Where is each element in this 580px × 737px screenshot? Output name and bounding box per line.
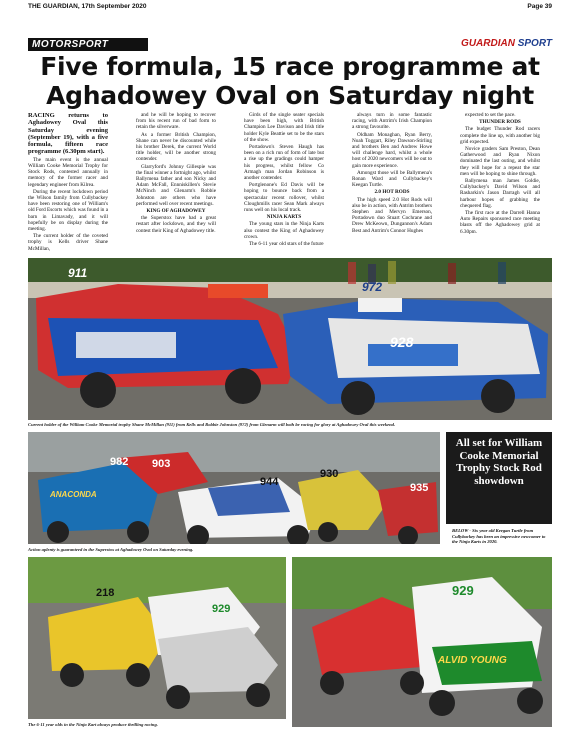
article-column bbox=[352, 112, 432, 252]
car-number-982: 982 bbox=[110, 456, 129, 468]
brand-guardian: GUARDIAN bbox=[461, 38, 515, 49]
subheading: NINJA KARTS bbox=[266, 214, 302, 221]
article-column bbox=[28, 112, 108, 252]
kart-number-218: 218 bbox=[96, 587, 115, 599]
article-column bbox=[244, 112, 324, 252]
paragraph: The current holder of the coveted trophy is Kells driver Shane McMillan, bbox=[28, 233, 108, 252]
photo-ninja-karts-right bbox=[292, 557, 552, 727]
section-label: MOTORSPORT bbox=[28, 38, 148, 51]
brand-sport: SPORT bbox=[517, 38, 552, 49]
article-column bbox=[136, 112, 216, 252]
paragraph: Novice graders Sam Preston, Dean Gatherwood and Ryan Nixon dominated the last outing, and whilst they will hope for a repeat the star men will be hoping to shine through. bbox=[460, 146, 540, 177]
sponsor-alvid-young: ALVID YOUNG bbox=[438, 655, 507, 666]
page-number: Page 39 bbox=[527, 3, 552, 10]
paragraph: expected to set the pace. bbox=[465, 112, 516, 118]
car-number-928: 928 bbox=[390, 334, 414, 350]
section-brand bbox=[420, 37, 552, 51]
paragraph: Glarryford's Johnny Gillespie was the final winner a fortnight ago, whilst Ballymena father and son Nicky and Adam McFall, Ennniskillen's Stevie McNinch and Glenarm's Robbie Johnston are others who have performed well over recent meetings. bbox=[136, 163, 216, 207]
article-body bbox=[28, 112, 552, 252]
stock-rods-illustration bbox=[28, 258, 552, 420]
caption-superstox: Action aplenty is guaranteed in the Superstox at Aghadowey Oval on Saturday evening. bbox=[28, 547, 194, 552]
article-column bbox=[460, 112, 540, 252]
paragraph: Ballymena man James Goldie, Cullybackey's David Wilson and Rasharkin's Jason Darragh will all harbour hopes of grabbing the chequered flag. bbox=[460, 178, 540, 209]
car-number-930: 930 bbox=[320, 468, 339, 480]
superstox-illustration bbox=[28, 432, 440, 544]
paragraph: the Superstox have had a great restart after lockdown, and they will contest their King of Aghadowey title. bbox=[136, 215, 216, 234]
paragraph: The budget Thunder Rod racers complete the line up, with another big grid expected. bbox=[460, 126, 540, 145]
subheading: KING OF AGHADOWEY bbox=[146, 208, 206, 215]
ninja-karts-right-illustration bbox=[292, 557, 552, 727]
photo-stock-rods bbox=[28, 258, 552, 420]
subheading: THUNDER RODS bbox=[479, 119, 521, 126]
paragraph: Girds of the single seater specials have been high, with British Champion Lee Davison and Irish title holder Kyle Beattie set to be the stars of the show. bbox=[244, 112, 324, 143]
car-number-944: 944 bbox=[260, 476, 279, 488]
kart-number-929-left: 929 bbox=[212, 603, 231, 615]
paragraph: As a former British Champion, Shane can never be discounted while his brother Derek, the current World title holder, will be another strong contender. bbox=[136, 131, 216, 163]
kart-number-929-right: 929 bbox=[452, 583, 474, 598]
feature-panel: All set for William Cooke Memorial Trophy Stock Rod showdown bbox=[446, 432, 552, 524]
photo-ninja-karts-left bbox=[28, 557, 286, 719]
ninja-karts-left-illustration bbox=[28, 557, 286, 719]
caption-stock-rods: Current holder of the William Cooke Memorial trophy Shane McMillan (911) from Kells and Robbie Johnston (972) from Glenarm will both be racing for glory at Aghadowey Oval this weekend. bbox=[28, 422, 396, 427]
car-number-903: 903 bbox=[152, 458, 171, 470]
paragraph: RACING returns to Aghadowey Oval this Saturday evening (September 19), with a five formula, fifteen race programme (6.30pm start). bbox=[28, 112, 108, 156]
paragraph: and he will be hoping to recover from his recent run of bad form to retain the silverware. bbox=[136, 112, 216, 131]
caption-keegan-turtle: BELOW - Six year old Keegan Turtle from Cullybackey has been an impressive newcomer to the Ninja Karts in 2020. bbox=[452, 528, 546, 545]
caption-ninja-karts: The 6-11 year olds in the Ninja Kart always produce thrilling racing. bbox=[28, 722, 158, 727]
car-number-911: 911 bbox=[68, 266, 88, 280]
car-number-972: 972 bbox=[362, 280, 383, 294]
paragraph: always turn in some fantastic racing, with Antrim's Irish Champion a strong favourite. bbox=[352, 112, 432, 131]
subheading: 2.0 HOT RODS bbox=[374, 189, 410, 196]
paragraph: Oldham Monaghan, Ryan Berry, Noah Toggart, Riley Dawson-Stirling and brothers Ben and Andrew Howe will challenge hard, whilst a whole host of 2020 newcomers will be out to gain more experience. bbox=[352, 131, 432, 169]
paragraph: Amongst those will be Ballymena's Ronan Ward and Cullybackey's Keegan Turtle. bbox=[352, 169, 432, 189]
publication-date: THE GUARDIAN, 17th September 2020 bbox=[28, 3, 147, 10]
sponsor-anaconda: ANACONDA bbox=[50, 490, 97, 499]
paragraph: Portadown's Steven Haugh has been on a rich run of form of late but a rise up the gradings could hamper his progress, whilst fellow Co Armagh man Jordan Robinson is another contender. bbox=[244, 144, 324, 182]
paragraph: The main event is the annual William Cooke Memorial Trophy for Stock Rods, contested annually in memory of the former racer and legendary engineer from Kilrea. bbox=[28, 156, 108, 188]
paragraph: The high speed 2.0 Hot Rods will also be in action, with Antrim brothers Stephen and Mervyn Emerson, Portadown duo Stuart Cochrane and Drew McKeown, Dungannon's Adam Best and Antrim's Connor Hughes bbox=[352, 196, 432, 234]
paragraph: The first race at the Darrell Hanna Auto Repairs sponsored race meeting blasts off the Aghadowey grid at 6.30pm. bbox=[460, 210, 540, 235]
paragraph: During the recent lockdown period the Wilson family from Cullybackey have been restoring one of William's old Ford Escorts which was found in a barn in Limavady, and it will hopefully be on display during the meeting. bbox=[28, 188, 108, 233]
paragraph: The young stars in the Ninja Karts also contest the King of Aghadowey crown. bbox=[244, 221, 324, 240]
paragraph: The 6-11 year old stars of the future bbox=[249, 241, 324, 248]
photo-superstox bbox=[28, 432, 440, 544]
page-header bbox=[28, 3, 552, 13]
car-number-935: 935 bbox=[410, 482, 429, 494]
paragraph: Portglenone's Ed Davis will be hoping to bounce back from a spectacular recent rollover, whilst Cloughmills racer Sean Mark always runs well on his local track. bbox=[244, 182, 324, 214]
headline: Five formula, 15 race programme at Aghadowey Oval on Saturday night bbox=[40, 52, 540, 110]
